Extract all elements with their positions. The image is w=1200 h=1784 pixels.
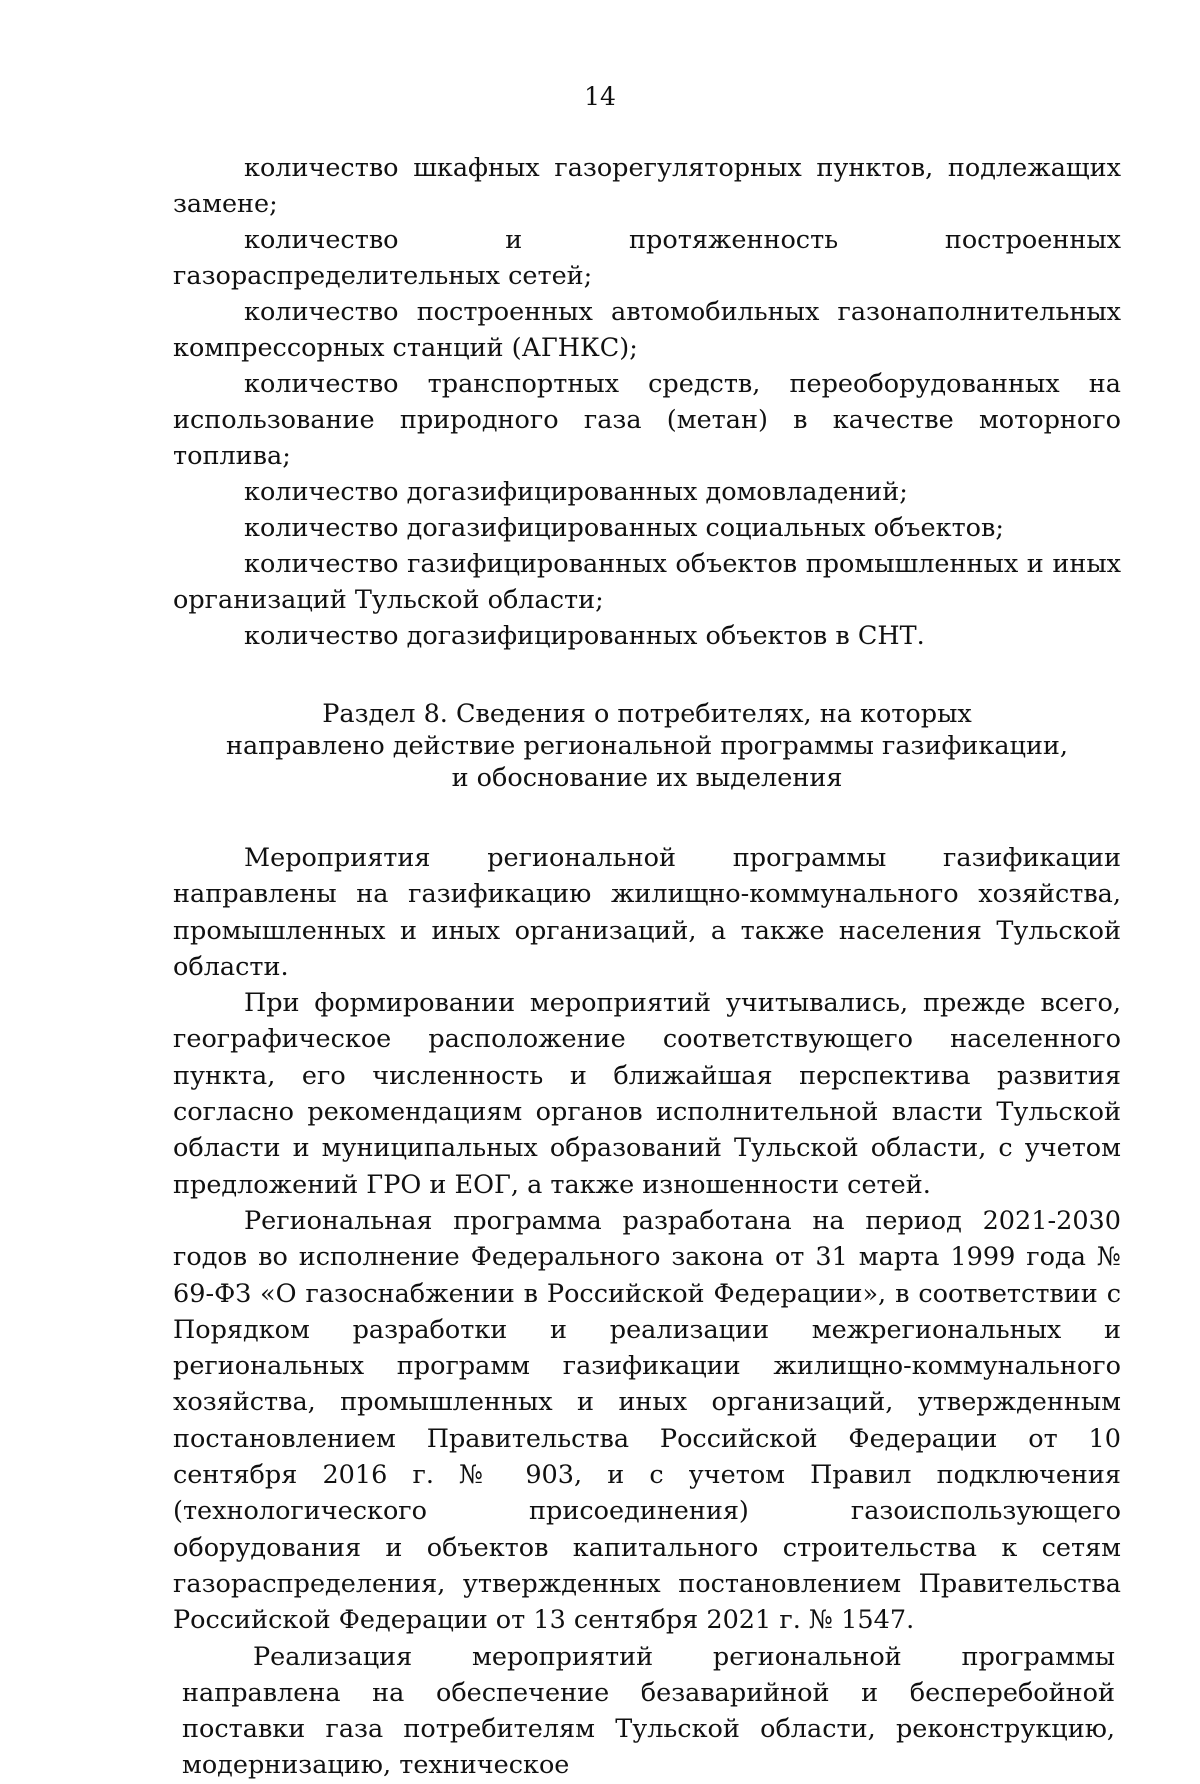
list-item: количество построенных автомобильных газонаполнительных компрессорных станций (АГНКС); bbox=[173, 297, 1121, 363]
body-paragraph: Региональная программа разработана на период 2021-2030 годов во исполнение Федерального закона от 31 марта 1999 года № 69-ФЗ «О газоснабжении в Российской Федерации», в соответствии с Порядком разработки и реализации межрегиональных и региональных программ газификации жилищно-коммунального хозяйства, промышленных и иных организаций, утвержденным постановлением Правительства Российской Федерации от 10 сентября 2016 г. № 903, и с учетом Правил подключения (технологического присоединения) газоиспользующего оборудования и объектов капитального строительства к сетям газораспределения, утвержденных постановлением Правительства Российской Федерации от 13 сентября 2021 г. № 1547. bbox=[173, 1205, 1121, 1636]
body-paragraph: При формировании мероприятий учитывались, прежде всего, географическое расположение соответствующего населенного пункта, его численность и ближайшая перспектива развития согласно рекомендациям органов исполнительной власти Тульской области и муниципальных образований Тульской области, с учетом предложений ГРО и ЕОГ, а также изношенности сетей. bbox=[173, 988, 1121, 1200]
section-heading-line: и обоснование их выделения bbox=[451, 763, 843, 793]
page-number: 14 bbox=[584, 82, 616, 111]
section-heading-line: направлено действие региональной программы газификации, bbox=[225, 731, 1069, 761]
section-heading bbox=[173, 698, 1121, 794]
list-item: количество и протяженность построенных газораспределительных сетей; bbox=[173, 225, 1121, 291]
list-item: количество шкафных газорегуляторных пунктов, подлежащих замене; bbox=[173, 153, 1121, 219]
list-item: количество догазифицированных социальных объектов; bbox=[244, 513, 1004, 543]
list-item: количество догазифицированных объектов в СНТ. bbox=[244, 621, 925, 651]
section-heading-line: Раздел 8. Сведения о потребителях, на которых bbox=[322, 699, 972, 729]
indicator-list bbox=[173, 150, 1121, 654]
document-body bbox=[173, 150, 1121, 1784]
list-item: количество газифицированных объектов промышленных и иных организаций Тульской области; bbox=[173, 549, 1121, 615]
body-paragraph: Мероприятия региональной программы газификации направлены на газификацию жилищно-коммунального хозяйства, промышленных и иных организаций, а также населения Тульской области. bbox=[173, 843, 1121, 982]
body-paragraph: Реализация мероприятий региональной программы направлена на обеспечение безаварийной и бесперебойной поставки газа потребителям Тульской области, реконструкцию, модернизацию, техническое bbox=[182, 1641, 1115, 1781]
list-item: количество догазифицированных домовладений; bbox=[244, 477, 908, 507]
list-item: количество транспортных средств, переоборудованных на использование природного газа (метан) в качестве моторного топлива; bbox=[173, 369, 1121, 471]
section-body bbox=[173, 840, 1121, 1784]
